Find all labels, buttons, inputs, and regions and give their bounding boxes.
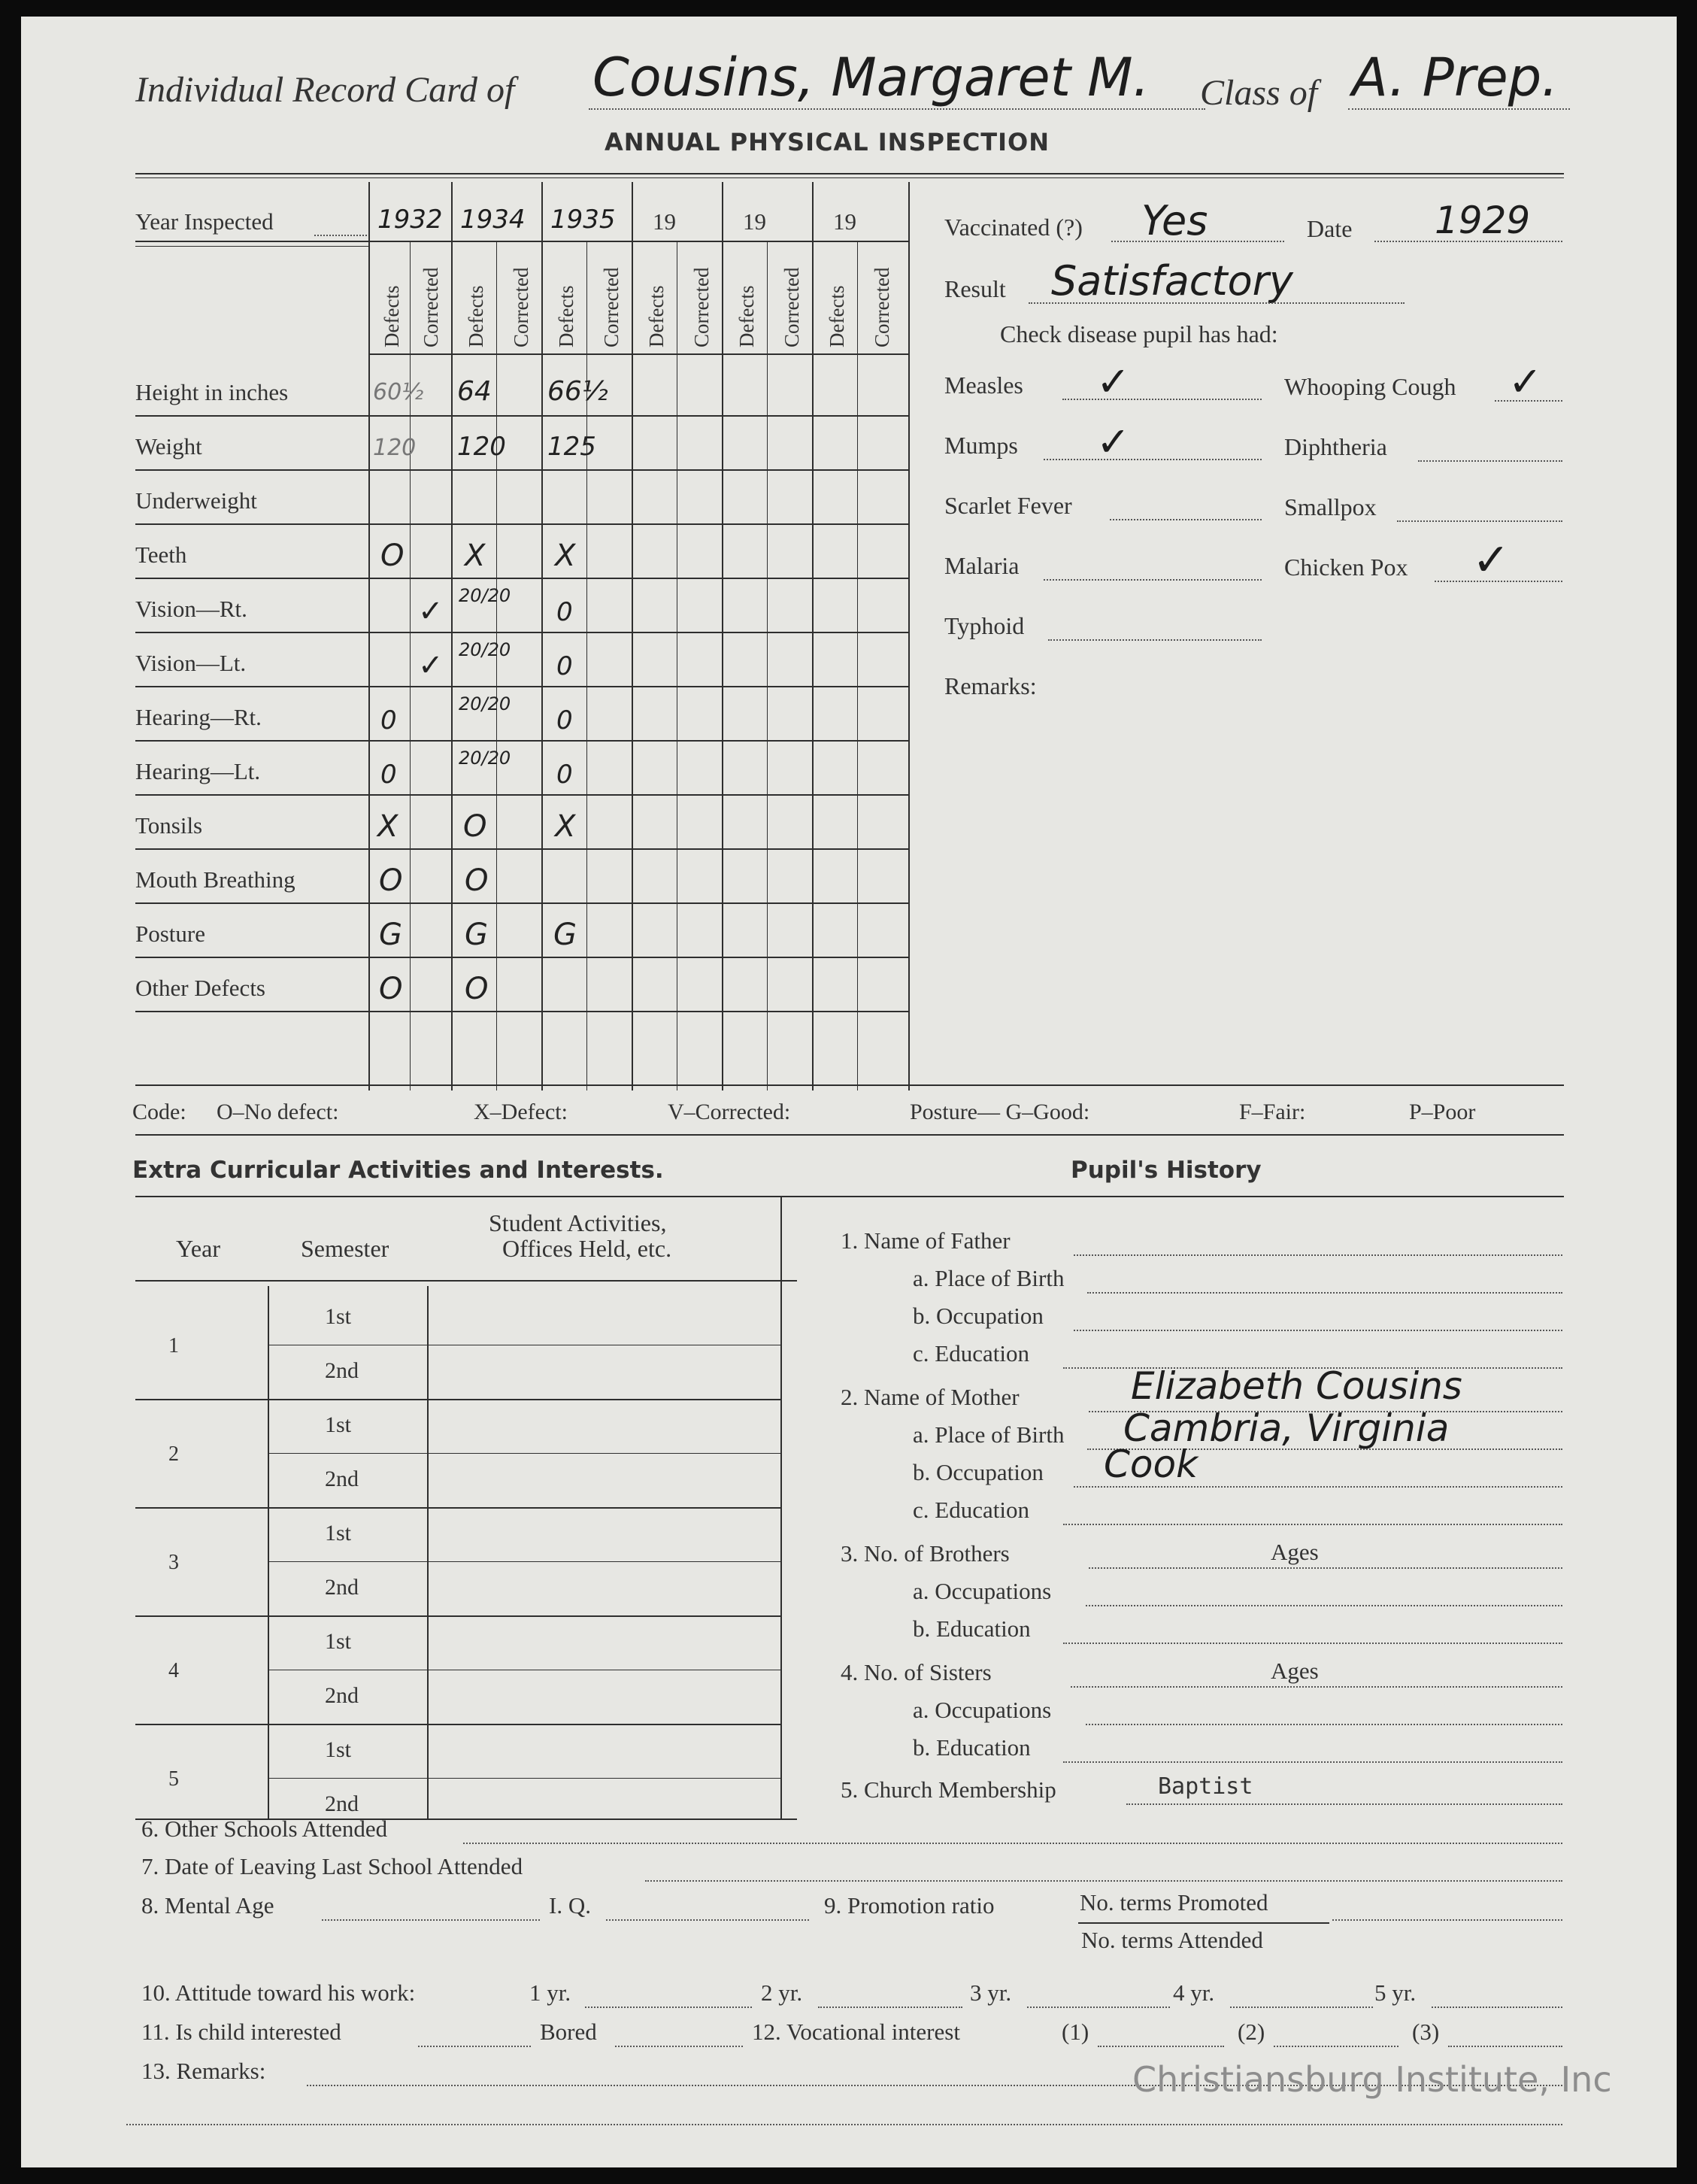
activities-col-line bbox=[268, 1286, 269, 1818]
year-line bbox=[135, 1399, 780, 1400]
dot-leader bbox=[1071, 1686, 1562, 1688]
sisters-label: 4. No. of Sisters bbox=[841, 1659, 992, 1685]
grid-col bbox=[451, 182, 453, 1090]
father-occupation-label: b. Occupation bbox=[913, 1303, 1044, 1329]
semester-2nd: 2nd bbox=[325, 1683, 359, 1708]
weight-1934: 120 bbox=[457, 432, 506, 462]
mouth-1934: O bbox=[465, 863, 489, 898]
measles-check: ✓ bbox=[1096, 358, 1131, 405]
weight-1932: 120 bbox=[373, 435, 417, 461]
attitude-yr2: 2 yr. bbox=[761, 1979, 803, 2006]
page-subtitle: ANNUAL PHYSICAL INSPECTION bbox=[605, 128, 1050, 156]
grid-row bbox=[135, 957, 908, 958]
mouth-1932: O bbox=[379, 863, 403, 898]
dot-leader bbox=[126, 2124, 1562, 2125]
row-label-mouth-breathing: Mouth Breathing bbox=[135, 866, 295, 893]
disease-chicken-pox: Chicken Pox bbox=[1284, 554, 1408, 581]
sem-line bbox=[268, 1778, 780, 1779]
vision-lt-1932-corrected: ✓ bbox=[418, 648, 444, 683]
col-corrected-1: Corrected bbox=[420, 267, 442, 347]
dot-leader bbox=[1048, 639, 1262, 641]
dot-leader bbox=[606, 1919, 809, 1921]
semester-1st: 1st bbox=[325, 1412, 352, 1437]
other-schools-label: 6. Other Schools Attended bbox=[141, 1815, 388, 1842]
iq-label: I. Q. bbox=[549, 1892, 591, 1919]
col-corrected-2: Corrected bbox=[510, 267, 532, 347]
code-fair: F–Fair: bbox=[1239, 1100, 1306, 1124]
attitude-yr5: 5 yr. bbox=[1374, 1979, 1417, 2006]
col-defects-6: Defects bbox=[826, 285, 848, 347]
activities-col-activities-2: Offices Held, etc. bbox=[502, 1235, 672, 1262]
row-label-posture: Posture bbox=[135, 921, 205, 947]
dot-leader bbox=[1074, 1486, 1562, 1488]
vaccinated-value: Yes bbox=[1141, 197, 1208, 244]
col-corrected-5: Corrected bbox=[780, 267, 803, 347]
result-label: Result bbox=[944, 275, 1006, 302]
disease-typhoid: Typhoid bbox=[944, 612, 1025, 639]
vocational-3: (3) bbox=[1412, 2019, 1440, 2045]
dot-leader bbox=[1397, 520, 1562, 522]
dot-leader bbox=[1110, 519, 1262, 520]
brothers-ages-label: Ages bbox=[1271, 1539, 1319, 1565]
year-line bbox=[135, 1724, 780, 1725]
dot-leader bbox=[1274, 2046, 1399, 2047]
chicken-pox-check: ✓ bbox=[1472, 534, 1511, 587]
grid-row bbox=[135, 686, 908, 687]
col-defects-2: Defects bbox=[465, 285, 487, 347]
sem-line bbox=[268, 1453, 780, 1454]
col-defects-5: Defects bbox=[735, 285, 758, 347]
mother-name-label: 2. Name of Mother bbox=[841, 1384, 1020, 1410]
grid-row bbox=[135, 1011, 908, 1012]
vision-rt-1934: 20/20 bbox=[459, 585, 511, 606]
church-membership-label: 5. Church Membership bbox=[841, 1776, 1056, 1803]
father-birth-label: a. Place of Birth bbox=[913, 1265, 1065, 1291]
hearing-rt-1934: 20/20 bbox=[459, 693, 511, 714]
vaccination-remarks-label: Remarks: bbox=[944, 672, 1037, 699]
semester-2nd: 2nd bbox=[325, 1467, 359, 1491]
row-label-weight: Weight bbox=[135, 433, 202, 460]
col-corrected-6: Corrected bbox=[871, 267, 893, 347]
teeth-1932: O bbox=[380, 538, 405, 573]
card-title: Individual Record Card of bbox=[135, 70, 515, 110]
dot-leader bbox=[1126, 1803, 1562, 1805]
activities-year-3: 3 bbox=[168, 1551, 179, 1574]
activities-col-activities-1: Student Activities, bbox=[489, 1209, 667, 1236]
grid-row bbox=[135, 241, 908, 242]
height-1935: 66½ bbox=[547, 376, 608, 407]
sisters-occupations-label: a. Occupations bbox=[913, 1697, 1052, 1723]
date-leaving-label: 7. Date of Leaving Last School Attended bbox=[141, 1853, 523, 1879]
posture-1934: G bbox=[465, 918, 488, 952]
whooping-cough-check: ✓ bbox=[1508, 358, 1543, 405]
class-label: Class of bbox=[1200, 73, 1318, 113]
church-membership-value: Baptist bbox=[1158, 1773, 1253, 1800]
check-disease-label: Check disease pupil has had: bbox=[1000, 320, 1278, 347]
activities-right-line bbox=[780, 1197, 782, 1818]
attitude-yr1: 1 yr. bbox=[529, 1979, 571, 2006]
col-corrected-4: Corrected bbox=[690, 267, 713, 347]
year-6: 19 bbox=[833, 208, 856, 235]
promotion-fraction-bar bbox=[1078, 1922, 1329, 1924]
dot-leader bbox=[1063, 1524, 1562, 1525]
year-line bbox=[135, 1615, 780, 1617]
semester-1st: 1st bbox=[325, 1629, 352, 1654]
top-rule bbox=[135, 173, 1564, 174]
dot-leader bbox=[1027, 2007, 1170, 2008]
remarks-label: 13. Remarks: bbox=[141, 2058, 266, 2084]
year-1: 1932 bbox=[377, 205, 443, 235]
disease-malaria: Malaria bbox=[944, 552, 1020, 579]
grid-col bbox=[541, 182, 543, 1090]
grid-row bbox=[135, 523, 908, 525]
dot-leader bbox=[1086, 1605, 1562, 1606]
col-defects-1: Defects bbox=[380, 285, 403, 347]
promotion-ratio-label: 9. Promotion ratio bbox=[824, 1892, 995, 1919]
history-title: Pupil's History bbox=[1071, 1157, 1262, 1184]
dot-leader bbox=[585, 2007, 752, 2008]
mental-age-label: 8. Mental Age bbox=[141, 1892, 274, 1919]
dot-leader bbox=[1086, 1724, 1562, 1725]
year-3: 1935 bbox=[550, 205, 616, 235]
dot-leader bbox=[1418, 460, 1562, 462]
mother-birth-value: Cambria, Virginia bbox=[1123, 1406, 1450, 1450]
activities-title: Extra Curricular Activities and Interests. bbox=[132, 1157, 664, 1184]
vaccinated-label: Vaccinated (?) bbox=[944, 214, 1083, 241]
semester-1st: 1st bbox=[325, 1304, 352, 1329]
code-label: Code: bbox=[132, 1100, 186, 1124]
code-poor: P–Poor bbox=[1409, 1100, 1476, 1124]
dot-leader bbox=[1089, 1567, 1562, 1569]
promotion-denominator: No. terms Attended bbox=[1081, 1927, 1263, 1953]
sisters-education-label: b. Education bbox=[913, 1734, 1031, 1761]
semester-2nd: 2nd bbox=[325, 1791, 359, 1816]
dot-leader bbox=[818, 2007, 962, 2008]
dot-leader bbox=[1332, 1919, 1562, 1921]
code-no-defect: O–No defect: bbox=[217, 1100, 339, 1124]
dot-leader bbox=[1063, 1643, 1562, 1644]
row-label-teeth: Teeth bbox=[135, 541, 187, 568]
dot-leader bbox=[615, 2046, 743, 2047]
vocational-2: (2) bbox=[1238, 2019, 1265, 2045]
attitude-yr4: 4 yr. bbox=[1173, 1979, 1215, 2006]
col-defects-3: Defects bbox=[555, 285, 577, 347]
row-label-hearing-lt: Hearing—Lt. bbox=[135, 758, 261, 784]
code-rule-2 bbox=[135, 1134, 1564, 1136]
mother-occupation-value: Cook bbox=[1104, 1442, 1199, 1486]
watermark-text: Christiansburg Institute, Inc bbox=[1132, 2059, 1612, 2100]
row-label-tonsils: Tonsils bbox=[135, 812, 203, 839]
dot-leader bbox=[314, 235, 367, 236]
dot-leader bbox=[1074, 1254, 1562, 1256]
height-1934: 64 bbox=[457, 376, 492, 407]
mother-birth-label: a. Place of Birth bbox=[913, 1421, 1065, 1448]
grid-col bbox=[767, 242, 768, 1090]
row-label-vision-rt: Vision—Rt. bbox=[135, 596, 247, 622]
disease-whooping-cough: Whooping Cough bbox=[1284, 373, 1456, 400]
code-corrected: V–Corrected: bbox=[668, 1100, 791, 1124]
class-line bbox=[1348, 108, 1570, 110]
grid-row bbox=[135, 848, 908, 850]
disease-diphtheria: Diphtheria bbox=[1284, 433, 1387, 460]
row-label-other-defects: Other Defects bbox=[135, 975, 265, 1001]
grid-row bbox=[135, 578, 908, 579]
dot-leader bbox=[1044, 579, 1262, 581]
other-1932: O bbox=[379, 972, 403, 1006]
grid-row bbox=[135, 469, 908, 471]
posture-1932: G bbox=[379, 918, 402, 952]
row-label-hearing-rt: Hearing—Rt. bbox=[135, 704, 262, 730]
dot-leader bbox=[1374, 241, 1562, 242]
posture-1935: G bbox=[553, 918, 577, 952]
vision-lt-1935: 0 bbox=[556, 651, 573, 681]
teeth-1935: X bbox=[555, 538, 576, 573]
class-value: A. Prep. bbox=[1352, 47, 1559, 108]
hearing-lt-1932: 0 bbox=[380, 760, 397, 790]
grid-row bbox=[135, 415, 908, 417]
vision-lt-1934: 20/20 bbox=[459, 639, 511, 660]
grid-col bbox=[496, 242, 497, 1090]
activities-col-semester: Semester bbox=[301, 1235, 389, 1262]
height-1932: 60½ bbox=[373, 379, 424, 405]
code-posture-good: Posture— G–Good: bbox=[910, 1100, 1090, 1124]
semester-1st: 1st bbox=[325, 1521, 352, 1545]
dot-leader bbox=[1495, 400, 1562, 402]
hearing-lt-1934: 20/20 bbox=[459, 748, 511, 769]
top-rule-2 bbox=[135, 177, 1564, 178]
disease-mumps: Mumps bbox=[944, 432, 1018, 459]
year-4: 19 bbox=[653, 208, 676, 235]
code-rule bbox=[135, 1084, 1564, 1086]
disease-scarlet-fever: Scarlet Fever bbox=[944, 492, 1072, 519]
hearing-rt-1935: 0 bbox=[556, 705, 573, 736]
vocational-1: (1) bbox=[1062, 2019, 1089, 2045]
activities-col-year: Year bbox=[176, 1235, 220, 1262]
grid-col bbox=[410, 242, 411, 1090]
dot-leader bbox=[1063, 1761, 1562, 1763]
row-label-vision-lt: Vision—Lt. bbox=[135, 650, 247, 676]
result-value: Satisfactory bbox=[1051, 257, 1293, 305]
bored-label: Bored bbox=[540, 2019, 597, 2045]
promotion-numerator: No. terms Promoted bbox=[1080, 1889, 1268, 1916]
semester-1st: 1st bbox=[325, 1737, 352, 1762]
col-corrected-3: Corrected bbox=[600, 267, 623, 347]
activities-col-line bbox=[427, 1286, 429, 1818]
attitude-label: 10. Attitude toward his work: bbox=[141, 1979, 416, 2006]
grid-row bbox=[135, 902, 908, 904]
vision-rt-1932-corrected: ✓ bbox=[418, 594, 444, 629]
grid-row bbox=[135, 632, 908, 633]
code-defect: X–Defect: bbox=[474, 1100, 568, 1124]
other-1934: O bbox=[465, 972, 489, 1006]
tonsils-1935: X bbox=[555, 809, 576, 844]
interested-label: 11. Is child interested bbox=[141, 2019, 341, 2045]
disease-smallpox: Smallpox bbox=[1284, 493, 1377, 520]
year-line bbox=[135, 1507, 780, 1509]
dot-leader bbox=[463, 1843, 1562, 1844]
weight-1935: 125 bbox=[547, 432, 596, 462]
grid-col bbox=[722, 182, 723, 1090]
grid-col bbox=[812, 182, 814, 1090]
dot-leader bbox=[1432, 2007, 1562, 2008]
attitude-yr3: 3 yr. bbox=[970, 1979, 1012, 2006]
record-card bbox=[21, 17, 1677, 2167]
grid-col bbox=[632, 182, 633, 1090]
semester-2nd: 2nd bbox=[325, 1358, 359, 1383]
father-name-label: 1. Name of Father bbox=[841, 1227, 1011, 1254]
dot-leader bbox=[1029, 302, 1405, 304]
mother-education-label: c. Education bbox=[913, 1497, 1029, 1523]
mother-occupation-label: b. Occupation bbox=[913, 1459, 1044, 1485]
brothers-education-label: b. Education bbox=[913, 1615, 1031, 1642]
dot-leader bbox=[1448, 2046, 1562, 2047]
dot-leader bbox=[1435, 581, 1562, 582]
dot-leader bbox=[1044, 459, 1262, 460]
teeth-1934: X bbox=[465, 538, 486, 573]
dot-leader bbox=[645, 1880, 1562, 1882]
grid-col bbox=[586, 242, 587, 1090]
dot-leader bbox=[1111, 241, 1284, 242]
sisters-ages-label: Ages bbox=[1271, 1658, 1319, 1684]
dot-leader bbox=[1230, 2007, 1373, 2008]
grid-row bbox=[368, 353, 908, 355]
tonsils-1934: O bbox=[463, 809, 487, 844]
grid-row bbox=[135, 246, 368, 247]
tonsils-1932: X bbox=[377, 809, 398, 844]
grid-row bbox=[135, 794, 908, 796]
dot-leader bbox=[1062, 399, 1262, 400]
col-defects-4: Defects bbox=[645, 285, 668, 347]
year-2: 1934 bbox=[460, 205, 526, 235]
grid-col bbox=[368, 182, 370, 1090]
row-label-height: Height in inches bbox=[135, 379, 289, 405]
vaccination-date-value: 1929 bbox=[1435, 199, 1531, 242]
student-name: Cousins, Margaret M. bbox=[592, 47, 1150, 108]
grid-row bbox=[135, 740, 908, 742]
father-education-label: c. Education bbox=[913, 1340, 1029, 1367]
grid-col bbox=[908, 182, 910, 1090]
activities-rule bbox=[135, 1196, 797, 1197]
vision-rt-1935: 0 bbox=[556, 597, 573, 627]
dot-leader bbox=[322, 1919, 540, 1921]
hearing-rt-1932: 0 bbox=[380, 705, 397, 736]
dot-leader bbox=[1098, 2046, 1224, 2047]
sem-line bbox=[268, 1561, 780, 1562]
year-inspected-label: Year Inspected bbox=[135, 208, 274, 235]
vaccination-date-label: Date bbox=[1307, 215, 1353, 242]
activities-header-rule bbox=[135, 1280, 797, 1282]
brothers-label: 3. No. of Brothers bbox=[841, 1540, 1010, 1567]
semester-2nd: 2nd bbox=[325, 1575, 359, 1600]
brothers-occupations-label: a. Occupations bbox=[913, 1578, 1052, 1604]
disease-measles: Measles bbox=[944, 372, 1023, 399]
mother-name-value: Elizabeth Cousins bbox=[1131, 1364, 1462, 1408]
activities-year-5: 5 bbox=[168, 1767, 179, 1791]
activities-year-2: 2 bbox=[168, 1442, 179, 1466]
activities-year-1: 1 bbox=[168, 1334, 179, 1357]
hearing-lt-1935: 0 bbox=[556, 760, 573, 790]
dot-leader bbox=[1074, 1330, 1562, 1331]
mumps-check: ✓ bbox=[1096, 418, 1131, 466]
grid-col bbox=[857, 242, 858, 1090]
year-5: 19 bbox=[743, 208, 766, 235]
dot-leader bbox=[418, 2046, 531, 2047]
dot-leader bbox=[1087, 1292, 1562, 1294]
name-line bbox=[589, 108, 1205, 110]
history-rule bbox=[780, 1196, 1564, 1197]
activities-year-4: 4 bbox=[168, 1659, 179, 1682]
row-label-underweight: Underweight bbox=[135, 487, 257, 514]
vocational-label: 12. Vocational interest bbox=[752, 2019, 960, 2045]
